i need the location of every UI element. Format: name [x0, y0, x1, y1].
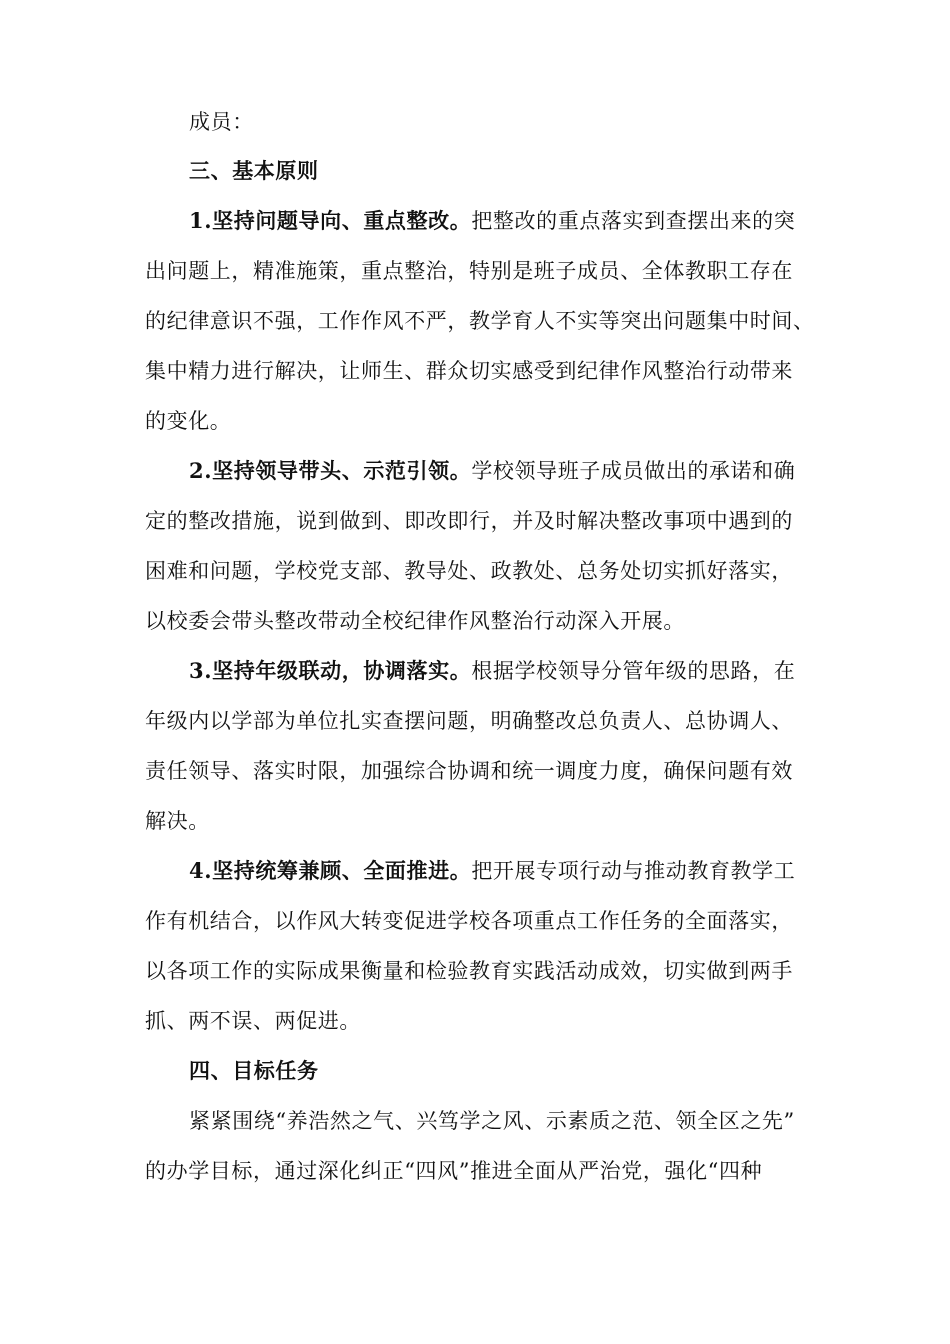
text-line: 年级内以学部为单位扎实查摆问题，明确整改总负责人、总协调人、 [145, 709, 793, 733]
text-line: 的变化。 [145, 409, 232, 433]
principle-1-title: 1.坚持问题导向、重点整改。 [189, 208, 472, 233]
text-line: 出问题上，精准施策，重点整治，特别是班子成员、全体教职工存在 [145, 259, 793, 283]
principle-2-first-line: 2.坚持领导带头、示范引领。学校领导班子成员做出的承诺和确 [189, 458, 796, 483]
text-line: 解决。 [145, 809, 210, 833]
text-line: 作有机结合，以作风大转变促进学校各项重点工作任务的全面落实， [145, 909, 793, 933]
text-line: 以校委会带头整改带动全校纪律作风整治行动深入开展。 [145, 609, 685, 633]
text-line: 以各项工作的实际成果衡量和检验教育实践活动成效，切实做到两手 [145, 959, 793, 983]
text-line: 抓、两不误、两促进。 [145, 1009, 361, 1033]
principle-3-title: 3.坚持年级联动，协调落实。 [189, 658, 472, 683]
text-line: 紧紧围绕“养浩然之气、兴笃学之风、示素质之范、领全区之先” [189, 1109, 795, 1133]
principle-4-title: 4.坚持统筹兼顾、全面推进。 [189, 858, 472, 883]
text-line: 困难和问题，学校党支部、教导处、政教处、总务处切实抓好落实， [145, 559, 793, 583]
text-line [189, 108, 869, 136]
text-line: 的办学目标，通过深化纠正“四风”推进全面从严治党，强化“四种 [145, 1159, 763, 1183]
section-heading-goals-tasks: 四、目标任务 [189, 1058, 319, 1083]
text-line: 集中精力进行解决，让师生、群众切实感受到纪律作风整治行动带来 [145, 359, 793, 383]
members-label: 成员： [189, 110, 254, 134]
text-line: 定的整改措施，说到做到、即改即行，并及时解决整改事项中遇到的 [145, 509, 793, 533]
principle-1-first-line: 1.坚持问题导向、重点整改。把整改的重点落实到查摆出来的突 [189, 208, 796, 233]
principle-3-first-line: 3.坚持年级联动，协调落实。根据学校领导分管年级的思路，在 [189, 658, 796, 683]
principle-4-first-line: 4.坚持统筹兼顾、全面推进。把开展专项行动与推动教育教学工 [189, 858, 796, 883]
text-line: 的纪律意识不强，工作作风不严，教学育人不实等突出问题集中时间、 [145, 309, 815, 333]
text-line: 责任领导、落实时限，加强综合协调和统一调度力度，确保问题有效 [145, 759, 793, 783]
section-heading-basic-principles: 三、基本原则 [189, 158, 319, 183]
principle-2-title: 2.坚持领导带头、示范引领。 [189, 458, 472, 483]
